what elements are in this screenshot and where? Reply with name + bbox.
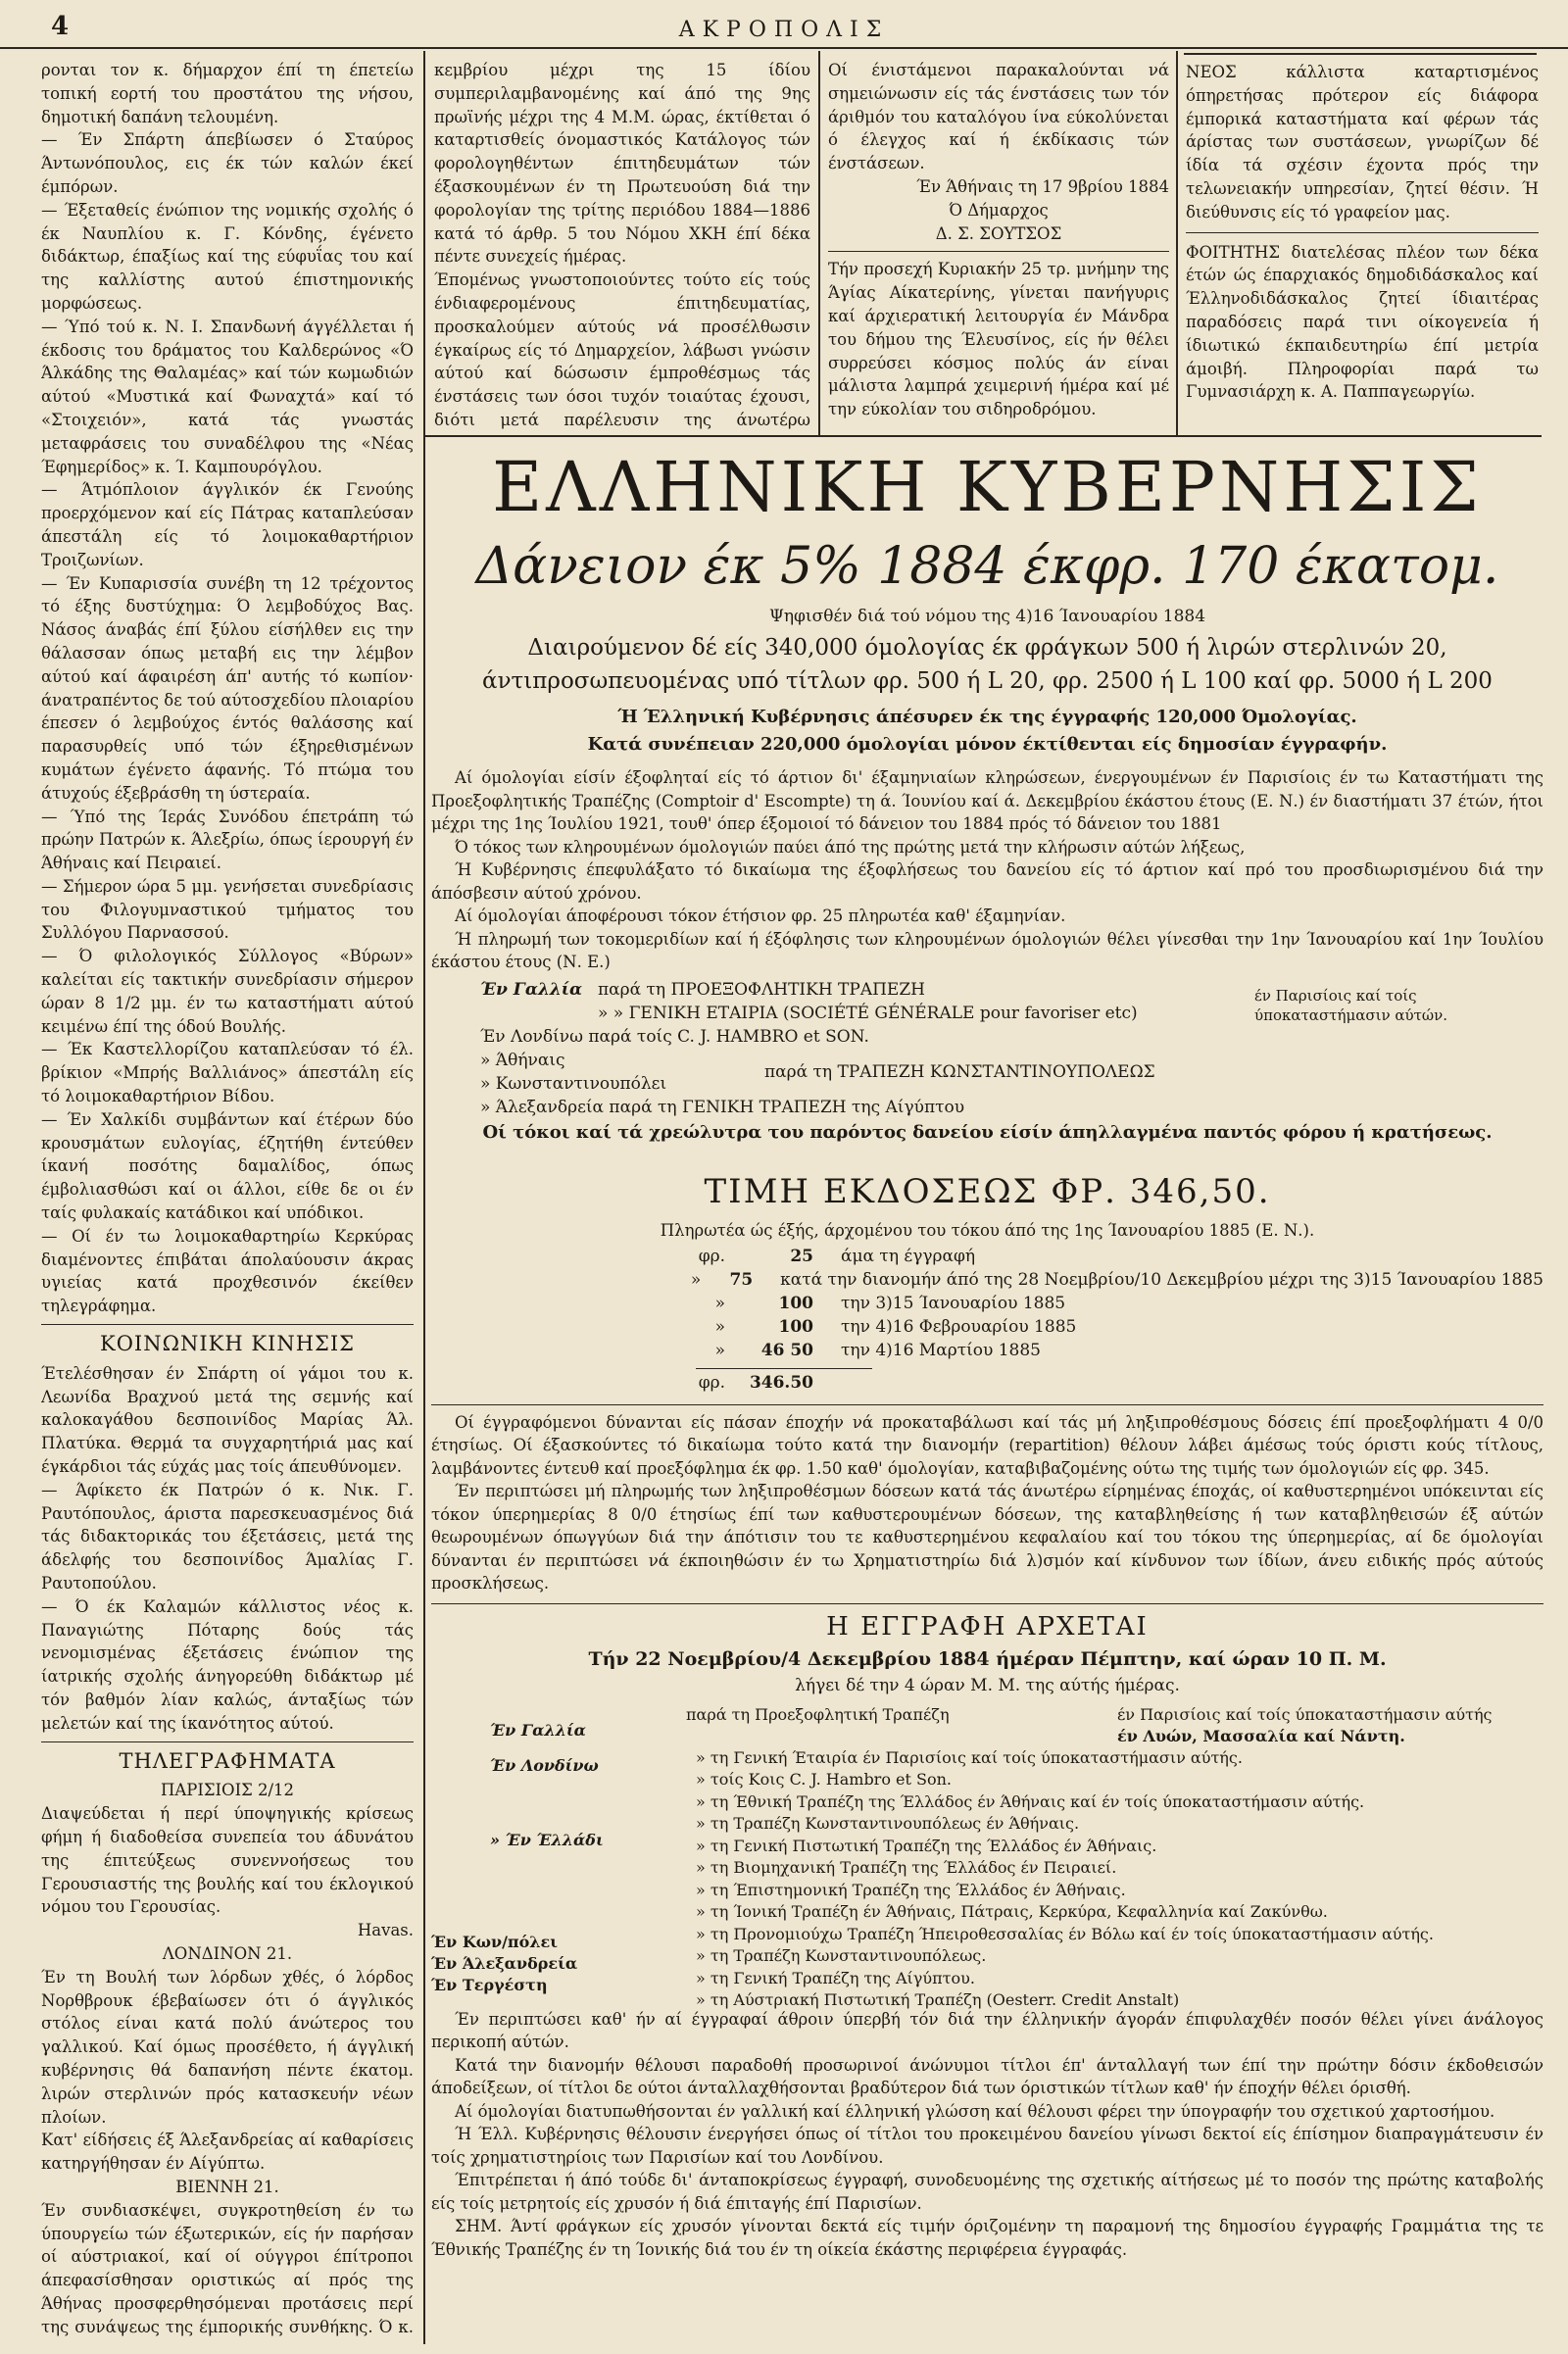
loan-terms: Ή Κυβέρνησις έπεφυλάξατο τό δικαίωμα της έξοφλήσεως του δανείου είς τό άρτιον καί πρό του προσδιωρισμένου διά την άπόσβεσιν αύτού χρόνου. bbox=[431, 860, 1544, 903]
installment-total: φρ. 346.50 bbox=[698, 1372, 813, 1393]
column-1 bbox=[41, 59, 414, 2342]
prepayment-terms: Οί έγγραφόμενοι δύνανται είς πάσαν έποχήν νά προκαταβάλωσι καί τάς μή ληξιπροθέσμους δόσεις έπί προεξοφλήματι 4 0/0 έτησίως. Οί έξασκούντες τό δικαίωμα τούτο κατά την διανομήν (repartition) θέλουν λάβει άμέσως τούς όριστι κούς τίτλους, λαμβάνοντες έντευθ καί προεξόφλημα έκ φρ. 1.50 καθ' όμολογίαν, καταβιβαζομένης ούτω της τιμής των όμολογιών είς φρ. 345. bbox=[431, 1412, 1544, 1478]
page-header bbox=[0, 0, 1568, 49]
news-item: — Έκ Καστελλορίζου καταπλεύσαν τό έλ. βρίκιον «Μπρής Βαλλιάνος» άπεστάλη είς τό λοιμοκαθαρτήριον Βίδου. bbox=[41, 1040, 414, 1106]
allocation-terms: Έν περιπτώσει καθ' ήν αί έγγραφαί άθροιν ύπερβή τόν διά την έλληνικήν άγοράν έπιφυλαχθέν ποσόν θέλει γίνει άνάλογος περικοπή αύτών. bbox=[431, 2009, 1544, 2051]
loan-law: Ψηφισθέν διά τού νόμου της 4)16 Ίανουαρίου 1884 bbox=[768, 607, 1206, 626]
reg-payer: παρά τη Προεξοφλητική Τραπέζη bbox=[686, 1704, 950, 1724]
reg-bank: » τη Γενική Πιστωτική Τραπέζη της Έλλάδος έν Άθήναις. bbox=[696, 1836, 1157, 1855]
page-number: 4 bbox=[51, 12, 70, 41]
column-rule bbox=[423, 51, 425, 2344]
reg-place-france: Έν Γαλλία bbox=[490, 1720, 586, 1740]
news-item: — Σήμερον ώρα 5 μμ. γενήσεται συνεδρίασις του Φιλογυμναστικού τμήματος του Συλλόγου Παρνασσού. bbox=[41, 876, 414, 943]
section-title-telegrams: ΤΗΛΕΓΡΑΦΗΜΑΤΑ bbox=[119, 1748, 336, 1773]
feast-notice: Τήν προσεχή Κυριακήν 25 τρ. μνήμην της Άγίας Αίκατερίνης, γίνεται πανήγυρις καί άρχιερατική λειτουργία έν Μάνδρα του δήμου της Έλευσίνος, είς ήν θέλει συρρεύσει κόσμος πολύς άν είναι μάλιστα λαμπρά χειμερινή ήμέρα καί μέ την εύκολίαν του σιδηροδρόμου. bbox=[828, 260, 1169, 419]
registration-title: Η ΕΓΓΡΑΦΗ ΑΡΧΕΤΑΙ bbox=[826, 1611, 1149, 1642]
reg-bank: » τη Γενική Τραπέζη της Αίγύπτου. bbox=[696, 1968, 975, 1987]
notice-continued: Έπομένως γνωστοποιούντες τούτο είς τούς ένδιαφερομένους έπιτηδευματίας, προσκαλούμεν αύτούς νά προσέλθωσιν έγκαίρως είς τό Δημαρχείον, λάβωσι γνώσιν αύτού καί δώσωσιν έμπροθέσμως τάς ένστάσεις των όσοι τυχόν τοιαύτας έχουσι, διότι μετά παρέλευσιν της άνωτέρω bbox=[434, 270, 810, 429]
masthead: ΑΚΡΟΠΟΛΙΣ bbox=[678, 18, 890, 42]
reg-bank: » τη Έπιστημονική Τραπέζη της Έλλάδος έν Άθήναις. bbox=[696, 1880, 1126, 1899]
reg-note: έν Λυών, Μασσαλία καί Νάντη. bbox=[1117, 1726, 1405, 1745]
signer-title: Ό Δήμαρχος bbox=[949, 200, 1049, 220]
installment-row: » 46 50 την 4)16 Μαρτίου 1885 bbox=[714, 1340, 1041, 1360]
allocation-note: ΣΗΜ. Άντί φράγκων είς χρυσόν γίνονται δεκτά είς τιμήν όριζομένην τη παραμονή της δημοσίου έγγραφής Γραμμάτια της τε Έθνικής Τραπέζης έν τη Ίονικής διά του έν τη οίκεία έκάστης περιφέρεια έγγραφάς. bbox=[431, 2217, 1544, 2259]
loan-division-2: άντιπροσωπευομένας υπό τίτλων φρ. 500 ή L 20, φρ. 2500 ή L 100 καί φρ. 5000 ή L 200 bbox=[482, 668, 1493, 694]
allocation-terms: Αί όμολογίαι διατυπωθήσονται έν γαλλική καί έλληνική γλώσση καί θέλουσι φέρει την ύπογραφήν του σχετικού χαρτοσήμου. bbox=[455, 2101, 1495, 2121]
news-item: — Έξεταθείς ένώπιον της νομικής σχολής ό έκ Ναυπλίου κ. Γ. Κόνδης, έγένετο διδάκτωρ, έπαξίως καί της εύφυΐας του καί της καλλίστης αυτού έπιστημονικής μορφώσεως. bbox=[41, 200, 414, 313]
dateline-london: ΛΟΝΔΙΝΟΝ 21. bbox=[162, 1943, 293, 1963]
issue-price-intro: Πληρωτέα ώς έξής, άρχομένου του τόκου άπό της 1ης Ίανουαρίου 1885 (Ε. Ν.). bbox=[660, 1220, 1315, 1240]
column-rule bbox=[818, 51, 820, 435]
loan-reserved-1: Ή Έλληνική Κυβέρνησις άπέσυρεν έκ της έγγραφής 120,000 Όμολογίας. bbox=[617, 707, 1357, 727]
registration-end: λήγει δέ την 4 ώραν Μ. Μ. της αύτής ήμέρας. bbox=[795, 1675, 1180, 1695]
social-item: — Άφίκετο έκ Πατρών ό κ. Νικ. Γ. Ραυτόπουλος, άριστα παρεσκευασμένος διά τάς διδακτορικάς του έξετάσεις, μετά της άδελφής του δεσποινίδος Άμαλίας Γ. Ραυτοπούλου. bbox=[41, 1480, 414, 1593]
ad-rule bbox=[1184, 53, 1537, 55]
reg-place-constantinople: Έν Κων/πόλει bbox=[431, 1932, 558, 1951]
place-constantinople: » Κωνσταντινουπόλει bbox=[480, 1073, 667, 1094]
payment-places bbox=[431, 978, 1544, 1096]
telegram-item: Έν συνδιασκέψει, συγκροτηθείση έν τω ύπουργείω τών έξωτερικών, είς ήν παρήσαν οί αύστριακοί, καί οί ούγγροι έπίτροποι άπεφασίσθησαν οριστικώς αί πρός της Άθήνας προσφερθησόμεναι προτάσεις περί της συνάψεως της έμπορικής συνθήκης. Ό κ. bbox=[41, 2200, 414, 2336]
news-item: — Ύπό της Ίεράς Συνόδου έπετράπη τώ πρώην Πατρών κ. Άλεξρίω, όπως ίερουργή έν Άθήναις καί Πειραιεί. bbox=[41, 807, 414, 873]
reg-bank: » τη Προνομιούχω Τραπέζη Ήπειροθεσσαλίας έν Βόλω καί έν τοίς ύποκαταστήμασιν αύτής. bbox=[696, 1924, 1434, 1943]
loan-top-rule bbox=[424, 435, 1542, 437]
loan-advertisement bbox=[431, 439, 1544, 2344]
place-alexandria: » Άλεξανδρεία παρά τη ΓΕΝΙΚΗ ΤΡΑΠΕΖΗ της Αίγύπτου bbox=[480, 1097, 965, 1117]
place-france: Έν Γαλλία bbox=[480, 979, 583, 1000]
news-item: — Ύπό τού κ. Ν. Ι. Σπανδωνή άγγέλλεται ή έκδοσις του δράματος του Καλδερώνος «Ό Άλκάδης της Θαλαμέας» καί τών κωμωδιών αύτού «Μυστικά καί Φωναχτά» καί τό «Στοιχειόν», κατά τάς γνωστάς μεταφράσεις του συναδέλφου της «Νέας Έφημερίδος» κ. Ί. Καμπουρόγλου. bbox=[41, 317, 414, 476]
notice-continued: κεμβρίου μέχρι της 15 ίδίου συμπεριλαμβανομένης καί άπό της 9ης πρωϊνής μέχρι της 4 Μ.Μ. ώρας, έκτίθεται ό καταρτισθείς όνομαστικός Κατάλογος τών φορολογηθέντων έπιτηδευμάτων τών έξασκουμένων έν τη Πρωτευούση διά την φορολογίαν της τρίτης περιόδου 1884—1886 κατά τό άρθρ. 5 του Νόμου ΧΚΗ έπί δέκα πέντε συνεχείς ήμέρας. bbox=[434, 61, 810, 267]
payer-constantinople-bank: παρά τη ΤΡΑΠΕΖΗ ΚΩΝΣΤΑΝΤΙΝΟΥΠΟΛΕΩΣ bbox=[764, 1061, 1155, 1082]
loan-reserved-2: Κατά συνέπειαν 220,000 όμολογίαι μόνον έκτίθενται είς δημοσίαν έγγραφήν. bbox=[587, 734, 1388, 755]
reg-bank: » τη Αύστριακή Πιστωτική Τραπέζη (Oesterr. Credit Anstalt) bbox=[696, 1990, 1180, 2009]
column-3 bbox=[828, 59, 1169, 431]
place-athens: » Άθήναις bbox=[480, 1050, 565, 1070]
notice-date: Έν Άθήναις τη 17 9βρίου 1884 bbox=[916, 176, 1169, 196]
news-item: ρονται τον κ. δήμαρχον έπί τη έπετείω τοπική εορτή του προστάτου της νήσου, δημοτική δαπάνη τελουμένη. bbox=[41, 61, 414, 126]
default-terms: Έν περιπτώσει μή πληρωμής των ληξιπροθέσμων δόσεων κατά τάς άνωτέρω είρημένας έποχάς, οί καθυστερημένοι υπόκεινται είς τόκον ύπερημερίας 8 0/0 έτησίως έπί των καθυστερουμένων δόσεων, της καταβληθείσης ή των καταβληθεισών έξ αύτών θεωρουμένων όπωγγύων διά την άπότισιν του τε καθυστερημένου κεφαλαίου καί του τόκου της ύπερημερίας, αί δε όμολογίαι δύνανται έν περιπτώσει νά έκποιηθώσιν έν τω Χρηματιστηρίω διά λ)σμόν καί κίνδυνον των ίδίων, άνευ ειδικής πρός αύτούς προσκλήσεως. bbox=[431, 1482, 1544, 1593]
loan-terms: Αί όμολογίαι άποφέρουσι τόκον έτήσιον φρ. 25 πληρωτέα καθ' έξαμηνίαν. bbox=[455, 907, 1066, 925]
tax-free-note: Οί τόκοι καί τά χρεώλυτρα του παρόντος δανείου είσίν άπηλλαγμένα παντός φόρου ή κρατήσεως. bbox=[482, 1121, 1493, 1143]
registration-places bbox=[431, 1704, 1544, 2008]
telegram-source: Havas. bbox=[357, 1921, 414, 1940]
social-item: Έτελέσθησαν έν Σπάρτη οί γάμοι του κ. Λεωνίδα Βραχνού μετά της σεμνής καί καλοκαγάθου δεσποινίδος Μαρίας Άλ. Πλατύκα. Θερμά τα συγχαρητήριά μας καί έγκάρδιοι τάς εύχάς μας τοίς άπευθύνομεν. bbox=[41, 1363, 414, 1477]
reg-place-london: Έν Λονδίνω bbox=[490, 1755, 599, 1775]
loan-terms: Ό τόκος των κληρουμένων όμολογιών παύει άπό της πρώτης μετά την κλήρωσιν αύτών λήξεως, bbox=[455, 837, 1246, 857]
installment-row: » 100 την 3)15 Ίανουαρίου 1885 bbox=[714, 1293, 1066, 1313]
reg-bank: » τη Έθνική Τραπέζη της Έλλάδος έν Άθήναις καί έν τοίς ύποκαταστήμασιν αύτής. bbox=[696, 1791, 1365, 1811]
telegram-item: Διαψεύδεται ή περί ύποψηγικής κρίσεως φήμη ή διαδοθείσα συνεπεία του άδυνάτου της έπιτεύξεως συνεννοήσεως του Γερουσιαστής της βουλής καί του έκλογικού νόμου του Γερουσίας. bbox=[41, 1804, 414, 1917]
allocation-terms: Ή Έλλ. Κυβέρνησις θέλουσιν ένεργήσει όπως οί τίτλοι του προκειμένου δανείου γίνωσι δεκτοί είς έπίσημον διαπραγμάτευσιν έν τοίς χρηματιστηρίοις των Παρισίων καί του Λονδίνου. bbox=[431, 2125, 1544, 2167]
signer-name: Δ. Σ. ΣΟΥΤΣΟΣ bbox=[935, 223, 1062, 243]
reg-bank: » τη Τραπέζη Κωνσταντινουπόλεως έν Άθήναις. bbox=[696, 1814, 1080, 1833]
registration-start: Τήν 22 Νοεμβρίου/4 Δεκεμβρίου 1884 ήμέραν Πέμπτην, καί ώραν 10 Π. Μ. bbox=[588, 1647, 1387, 1670]
reg-bank: » τη Ίονική Τραπέζη έν Άθήναις, Πάτραις, Κερκύρα, Κεφαλληνία καί Ζακύνθω. bbox=[696, 1902, 1328, 1921]
reg-place-greece: » Έν Έλλάδι bbox=[490, 1830, 604, 1849]
reg-bank: » τη Τραπέζη Κωνσταντινουπόλεως. bbox=[696, 1946, 987, 1965]
reg-place-alexandria: Έν Άλεξανδρεία bbox=[431, 1953, 578, 1973]
telegram-item: Έν τη Βουλή των λόρδων χθές, ό λόρδος Νορθβρουκ έβεβαίωσεν ότι ό άγγλικός στόλος είναι κατά πολύ άνώτερος του γαλλικού. Καί όμως προσέθετο, ή άγγλική κυβέρνησις θά δαπανήση πέντε έκατομ. λιρών στερλινών πρός κατασκευήν νέων πλοίων. bbox=[41, 1967, 414, 2127]
payer-comptoir: παρά τη ΠΡΟΕΞΟΦΛΗΤΙΚΗ ΤΡΑΠΕΖΗ bbox=[598, 979, 925, 1000]
installment-row: φρ. 25 άμα τη έγγραφή bbox=[698, 1246, 976, 1266]
reg-note: έν Παρισίοις καί τοίς ύποκαταστήμασιν αύτής bbox=[1117, 1704, 1493, 1724]
installment-row: » 75 κατά την διανομήν άπό της 28 Νοεμβρίου/10 Δεκεμβρίου μέχρι της 3)15 Ίανουαρίου 1885 bbox=[690, 1269, 1544, 1290]
column-rule bbox=[1176, 51, 1178, 435]
installment-row: » 100 την 4)16 Φεβρουαρίου 1885 bbox=[714, 1316, 1077, 1337]
dateline-vienna: ΒΙΕΝΝΗ 21. bbox=[175, 2177, 279, 2196]
news-item: — Έν Κυπαρισσία συνέβη τη 12 τρέχοντος τό έξης δυστύχημα: Ό λεμβοδύχος Βας. Νάσος άναβάς έπί ξύλου είσήλθεν εις την θάλασσαν όπως μεταβή εις την λέμβον αύτού καί άφαιρέση άπ' αυτής τό κωπίον· άνατραπέντος δε τού αύτοσχεδίου πλοιαρίου έπεσεν ό λεμβούχος έντός θαλάσσης καί παρασυρθείς υπό τών έξηρεθισμένων κυμάτων έγένετο άφανής. Τό πτώμα του άτυχούς έξεβράσθη τη ύστεραία. bbox=[41, 573, 414, 803]
news-item: — Οί έν τω λοιμοκαθαρτηρίω Κερκύρας διαμένοντες έπιβάται άπολαύουσιν άκρας υγιείας κατά προχθεσινόν έκείθεν τηλεγράφημα. bbox=[41, 1226, 414, 1316]
dateline-paris: ΠΑΡΙΣΙΟΙΣ 2/12 bbox=[160, 1781, 295, 1800]
reg-bank: » τοίς Κοις C. J. Hambro et Son. bbox=[696, 1770, 953, 1789]
reg-bank: » τη Βιομηχανική Τραπέζη της Έλλάδος έν Πειραιεί. bbox=[696, 1858, 1117, 1877]
news-item: — Έν Σπάρτη άπεβίωσεν ό Σταύρος Άντωνόπουλος, εις έκ τών καλών έκεί έμπόρων. bbox=[41, 130, 414, 196]
loan-terms: Αί όμολογίαι είσίν έξοφληταί είς τό άρτιον δι' έξαμηνιαίων κληρώσεων, ένεργουμένων έν Παρισίοις έν τω Καταστήματι της Προεξοφλητικής Τραπέζης (Comptoir d' Escompte) τη ά. Ίουνίου καί ά. Δεκεμβρίου έκάστου έτους (Ε. Ν.) έν διαστήματι 37 έτών, ήτοι μέχρι της 1ης Ίουλίου 1921, τουθ' όπερ έξομοιοί τό δάνειον του 1884 πρός τό δάνειον του 1881 bbox=[431, 768, 1544, 833]
loan-subtitle: Δάνειον έκ 5% 1884 έκφρ. 170 έκατομ. bbox=[475, 537, 1499, 596]
loan-division-1: Διαιρούμενον δέ είς 340,000 όμολογίας έκ φράγκων 500 ή λιρών στερλινών 20, bbox=[527, 635, 1447, 661]
installment-table bbox=[666, 1245, 1544, 1395]
payer-note: έν Παρισίοις καί τοίς ύποκαταστήμασιν αύτών. bbox=[1254, 986, 1448, 1024]
classified-ad: ΦΟΙΤΗΤΗΣ διατελέσας πλέον των δέκα έτών ώς έπαρχιακός δημοδιδάσκαλος καί Έλληνοδιδάσκαλος ζητεί ίδιαιτέρας παραδόσεις παρά τινι οίκογενεία ή ίδιωτικώ έκπαιδευτηρίω έπί μετρία άμοιβή. Πληροφορίαι παρά τω Γυμνασιάρχη κ. Α. Παππαγεωργίω. bbox=[1186, 242, 1539, 402]
notice-end: Οί ένιστάμενοι παρακαλούνται νά σημειώνωσιν είς τάς ένστάσεις των τόν άριθμόν του καταλόγου ίνα εύκολύνεται ό έλεγχος καί ή έκδίκασις τών ένστάσεων. bbox=[828, 61, 1169, 173]
allocation-terms: Κατά την διανομήν θέλουσι παραδοθή προσωρινοί άνώνυμοι τίτλοι έπ' άνταλλαγή των έπί την πρώτην δόσιν έκδοθεισών άποδείξεων, οί τίτλοι δε ούτοι άνταλλαχθήσονται βραδύτερον διά των όριστικών τίτλων καθ' ήν έποχήν θέλει όρισθή. bbox=[431, 2055, 1544, 2097]
issue-price-title: ΤΙΜΗ ΕΚΔΟΣΕΩΣ ΦΡ. 346,50. bbox=[704, 1171, 1271, 1211]
news-item: — Έν Χαλκίδι συμβάντων καί έτέρων δύο κρουσμάτων ευλογίας, έζητήθη έντεύθεν ίκανή ποσότης δαμαλίδος, όπως έμβολιασθώσι καί οι άλλοι, είθε δε οι έν ταίς φυλακαίς κατάδικοι καί υπόδικοι. bbox=[41, 1109, 414, 1223]
telegram-item: Κατ' είδήσεις έξ Άλεξανδρείας αί καθαρίσεις κατηργήθησαν έν Αίγύπτω. bbox=[41, 2131, 414, 2174]
column-2 bbox=[434, 59, 810, 431]
allocation-terms: Έπιτρέπεται ή άπό τούδε δι' άνταποκρίσεως έγγραφή, συνοδευομένης της σχετικής αίτήσεως μέ το ποσόν της πρώτης καταβολής είς τοίς μετρητοίς είς χρυσόν ή διά έπιταγής έπί Παρισίων. bbox=[431, 2171, 1544, 2213]
social-item: — Ό έκ Καλαμών κάλλιστος νέος κ. Παναγιώτης Πόταρης δούς τάς νενομισμένας έξετάσεις ένώπιον της ίατρικής σχολής άνηγορεύθη διδάκτωρ μέ τόν βαθμόν λίαν καλώς, άνταξίως τών μελετών καί της ίκανότητος αύτού. bbox=[41, 1596, 414, 1733]
section-title-social: ΚΟΙΝΩΝΙΚΗ ΚΙΝΗΣΙΣ bbox=[100, 1332, 355, 1356]
column-4 bbox=[1186, 61, 1539, 431]
reg-bank-list bbox=[696, 1747, 1519, 2012]
news-item: — Άτμόπλοιον άγγλικόν έκ Γενούης προερχόμενον καί είς Πάτρας καταπλεύσαν άπεστάλη είς τό λοιμοκαθαρτήριον Τροιζωνίων. bbox=[41, 480, 414, 569]
payer-societe-generale: » » ΓΕΝΙΚΗ ΕΤΑΙΡΙΑ (SOCIÉTÉ GÉNÉRALE pour favoriser etc) bbox=[598, 1003, 1138, 1023]
reg-bank: » τη Γενική Έταιρία έν Παρισίοις καί τοίς ύποκαταστήμασιν αύτής. bbox=[696, 1747, 1243, 1767]
classified-ad: ΝΕΟΣ κάλλιστα καταρτισμένος όπηρετήσας πρότερον είς διάφορα έμπορικά καταστήματα καί φέρων τάς άρίστας των συστάσεων, γνωρίζων δέ ίδία τά σχέσιν έχοντα πρός την τελωνειακήν υπηρεσίαν, ζητεί θέσιν. Ή διεύθυνσις είς τό γραφείον μας. bbox=[1186, 63, 1539, 221]
place-london: Έν Λονδίνω παρά τοίς C. J. HAMBRO et SON. bbox=[480, 1026, 869, 1047]
reg-place-trieste: Έν Τεργέστη bbox=[431, 1975, 548, 1994]
loan-terms: Ή πληρωμή των τοκομεριδίων καί ή έξόφλησις των κληρουμένων όμολογιών θέλει γίνεσθαι την 1ην Ίανουαρίου καί 1ην Ίουλίου έκάστου έτους (Ν. Ε.) bbox=[431, 929, 1544, 971]
news-item: — Ό φιλολογικός Σύλλογος «Βύρων» καλείται είς τακτικήν συνεδρίασιν σήμερον ώραν 8 1/2 μμ. έν τω καταστήματι αύτού κειμένω έπί της όδού Βουλής. bbox=[41, 947, 414, 1036]
loan-title: ΕΛΛΗΝΙΚΗ ΚΥΒΕΡΝΗΣΙΣ bbox=[492, 447, 1483, 527]
